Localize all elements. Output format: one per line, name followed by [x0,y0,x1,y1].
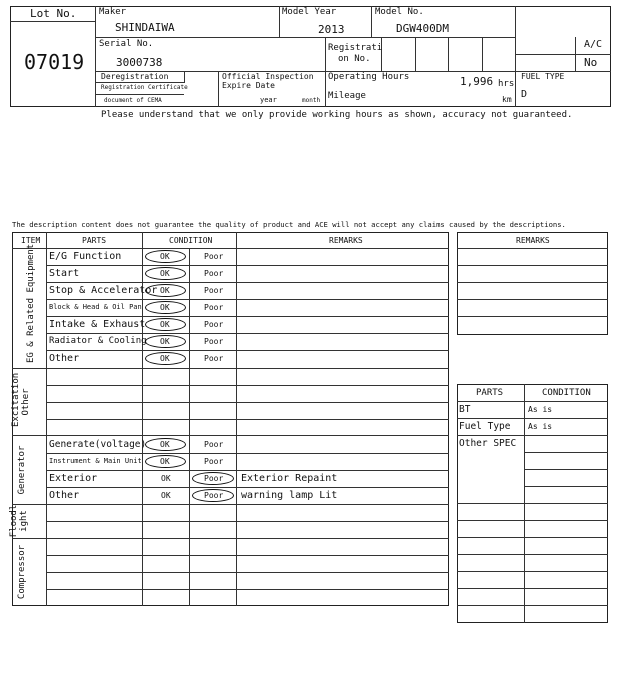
part-label: Other [49,490,80,501]
group-label-excitation-2: Other [21,388,31,416]
col-remarks-header: REMARKS [329,236,363,245]
spec-part: BT [459,404,471,415]
group-label-floodlight: Floodl [9,504,19,538]
col-item-header: ITEM [21,236,41,245]
ok-option[interactable]: OK [160,354,170,363]
mileage-label: Mileage [328,91,366,101]
poor-option[interactable]: Poor [204,440,224,449]
selected-ok-circle [145,352,186,365]
ac-label: A/C [584,39,603,50]
poor-option[interactable]: Poor [204,337,224,346]
registration-label-2: on No. [338,54,371,64]
deregistration-label: Deregistration [101,72,169,81]
ok-option[interactable]: OK [160,286,170,295]
description-notice: The description content does not guarantee the quality of product and ACE will not accept any claims caused by the descriptions. [12,220,566,229]
cema-document-label: document of CEMA [104,97,162,104]
ok-option[interactable]: OK [160,440,170,449]
maker-value: SHINDAIWA [115,21,175,34]
fuel-type-label: FUEL TYPE [521,72,565,81]
month-label: month [302,97,321,104]
lot-number: 07019 [24,50,85,74]
poor-option[interactable]: Poor [204,491,224,500]
operating-hours-label: Operating Hours [328,72,410,82]
ok-option[interactable]: OK [160,320,170,329]
inspection-label-2: Expire Date [222,81,275,90]
ok-option[interactable]: OK [160,303,170,312]
ok-option[interactable]: OK [160,457,170,466]
spec-parts-header: PARTS [476,388,504,398]
poor-option[interactable]: Poor [204,354,224,363]
fuel-type-value: D [521,89,528,100]
part-label: Instrument & Main Unit [49,457,142,465]
part-label: Intake & Exhaust [49,319,146,330]
part-label: Exterior [49,473,98,484]
right-remarks-header: REMARKS [516,236,550,245]
model-year-value: 2013 [318,23,345,36]
registration-certificate-label: Registration Certificate [101,84,188,91]
hours-disclaimer: Please understand that we only provide working hours as shown, accuracy not guaranteed. [101,110,573,120]
group-label-generator: Generator [17,445,27,495]
group-label-floodlight-2: ight [19,510,29,532]
ok-option[interactable]: OK [160,269,170,278]
serial-label: Serial No. [99,39,154,49]
lot-label: Lot No. [30,7,77,20]
ac-value: No [584,56,598,69]
ok-option[interactable]: OK [160,252,170,261]
operating-hours-value: 1,996 [460,75,494,88]
group-label-eg: EG & Related Equipment [26,243,36,363]
remark-text: Exterior Repaint [241,473,338,484]
spec-part: Fuel Type [459,421,511,432]
serial-value: 3000738 [116,56,163,69]
part-label: Stop & Accelerator [49,285,158,296]
poor-option[interactable]: Poor [204,252,224,261]
part-label: Generate(voltage) [49,439,147,450]
ok-option[interactable]: OK [160,337,170,346]
inspection-label: Official Inspection [222,72,314,81]
poor-option[interactable]: Poor [204,457,224,466]
part-label: Radiator & Cooling [49,336,147,346]
part-label: Start [49,268,80,279]
selected-ok-circle [145,335,186,348]
col-parts-header: PARTS [82,236,107,245]
selected-ok-circle [145,318,186,331]
selected-poor-circle [192,472,234,485]
ok-option[interactable]: OK [161,474,171,483]
part-label: Other [49,353,80,364]
ok-option[interactable]: OK [161,491,171,500]
selected-ok-circle [145,301,186,314]
poor-option[interactable]: Poor [204,269,224,278]
selected-ok-circle [145,267,186,280]
selected-poor-circle [192,489,234,502]
model-no-value: DGW400DM [396,22,449,35]
selected-ok-circle [145,438,186,451]
col-condition-header: CONDITION [169,236,213,245]
spec-condition-header: CONDITION [542,388,591,398]
group-label-compressor: Compressor [17,544,27,600]
maker-label: Maker [99,7,127,17]
poor-option[interactable]: Poor [204,286,224,295]
poor-option[interactable]: Poor [204,320,224,329]
model-no-label: Model No. [375,7,424,17]
model-year-label: Model Year [282,7,337,17]
part-label: E/G Function [49,251,122,262]
remark-text: warning lamp Lit [241,490,338,501]
poor-option[interactable]: Poor [204,303,224,312]
spec-condition: As is [528,422,553,431]
selected-ok-circle [145,284,186,297]
part-label: Block & Head & Oil Pan [49,303,142,311]
km-unit: km [502,95,512,104]
selected-ok-circle [145,250,186,263]
group-label-excitation: Excitation [11,372,21,427]
registration-label: Registrati [328,43,383,53]
hrs-unit: hrs [498,79,515,89]
poor-option[interactable]: Poor [204,474,224,483]
spec-condition: As is [528,405,553,414]
spec-part: Other SPEC [459,438,517,449]
selected-ok-circle [145,455,186,468]
year-label: year [260,96,277,104]
